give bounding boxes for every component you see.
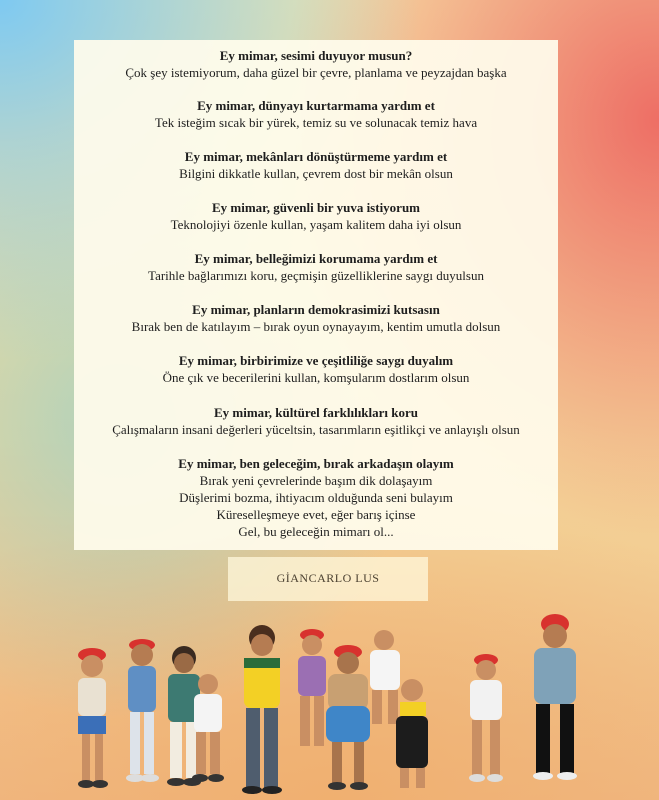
signature-panel [228, 557, 428, 601]
stanza-line: Çok şey istemiyorum, daha güzel bir çevre, planlama ve peyzajdan başka [125, 65, 507, 80]
stanza-9 [74, 456, 558, 540]
children-playing-illustration [40, 600, 640, 800]
child-figure [298, 629, 326, 746]
child-figure [326, 645, 370, 790]
stanza-6 [74, 302, 558, 335]
stanza-heading: Ey mimar, birbirimize ve çeşitliliğe saygı duyalım [178, 353, 454, 368]
stanza-line: Teknolojiyi özenle kullan, yaşam kalitem daha iyi olsun [170, 217, 462, 232]
stanza-heading: Ey mimar, belleğimizi korumama yardım et [194, 251, 438, 266]
stanza-4 [74, 200, 558, 233]
author-signature: GİANCARLO LUS [276, 571, 380, 585]
stanza-7 [74, 353, 558, 386]
stanza-line: Düşlerimi bozma, ihtiyacım olduğunda seni bulayım [179, 490, 453, 505]
child-figure [533, 614, 577, 780]
stanza-line: Küreselleşmeye evet, eğer barış içinse [216, 507, 416, 522]
stanza-heading: Ey mimar, dünyayı kurtarmama yardım et [197, 98, 435, 113]
child-figure [370, 630, 400, 724]
child-figure [469, 654, 503, 782]
stanza-line: Tarihle bağlarımızı koru, geçmişin güzelliklerine saygı duyulsun [148, 268, 484, 283]
stanza-5 [74, 251, 558, 284]
stanza-8 [74, 405, 558, 438]
stanza-heading: Ey mimar, sesimi duyuyor musun? [219, 48, 413, 63]
stanza-3 [74, 149, 558, 182]
child-figure [396, 679, 428, 788]
stanza-line: Gel, bu geleceğin mimarı ol... [238, 524, 394, 539]
child-figure [126, 639, 159, 782]
stanza-heading: Ey mimar, planların demokrasimizi kutsasın [192, 302, 440, 317]
stanza-heading: Ey mimar, mekânları dönüştürmeme yardım et [184, 149, 448, 164]
child-figure [242, 625, 282, 794]
stanza-line: Bırak ben de katılayım – bırak oyun oynayayım, kentim umutla dolsun [131, 319, 501, 334]
poem-panel [74, 40, 558, 550]
stanza-line: Bilgini dikkatle kullan, çevrem dost bir mekân olsun [179, 166, 453, 181]
stanza-line: Öne çık ve becerilerini kullan, komşularım dostlarım olsun [162, 370, 470, 385]
stanza-2 [74, 98, 558, 131]
stanza-1 [74, 48, 558, 81]
stanza-heading: Ey mimar, kültürel farklılıkları koru [213, 405, 419, 420]
stanza-line: Bırak yeni çevrelerinde başım dik dolaşayım [199, 473, 433, 488]
stanza-heading: Ey mimar, güvenli bir yuva istiyorum [211, 200, 421, 215]
stanza-line: Tek isteğim sıcak bir yürek, temiz su ve solunacak temiz hava [154, 115, 478, 130]
stanza-heading: Ey mimar, ben geleceğim, bırak arkadaşın olayım [178, 456, 454, 471]
child-figure [78, 648, 108, 788]
stanza-line: Çalışmaların insani değerleri yüceltsin, tasarımların eşitlikçi ve anlayışlı olsun [112, 422, 520, 437]
